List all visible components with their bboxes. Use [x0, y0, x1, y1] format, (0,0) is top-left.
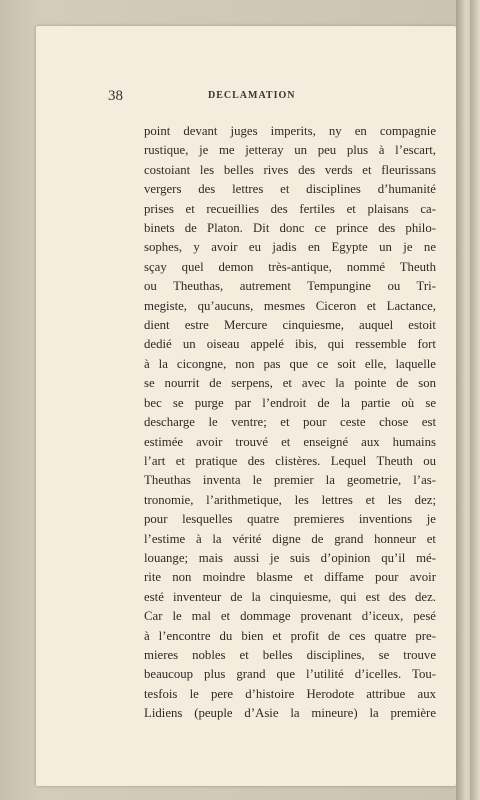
- page-header: [108, 88, 438, 106]
- text-line: ou Theuthas, autrement Tempungine ou Tri-: [144, 279, 436, 294]
- text-line: beaucoup plus grand que l’utilité d’icelles. Tou-: [144, 667, 436, 682]
- text-line: megiste, qu’aucuns, mesmes Ciceron et Lactance,: [144, 298, 436, 313]
- text-line: estimée avoir trouvé et enseigné aux humains: [144, 434, 436, 449]
- text-line: tronomie, l’arithmetique, les lettres et les dez;: [144, 492, 436, 507]
- text-line: l’estime à la vérité digne de grand honneur et: [144, 531, 436, 546]
- text-line: rustique, je me jetteray un peu plus à l’escart,: [144, 143, 436, 158]
- text-line: prises et recueillies des fertiles et plaisans ca-: [144, 201, 436, 216]
- text-line: bec se purge par l’endroit de la partie où se: [144, 395, 436, 410]
- text-line: Lidiens (peuple d’Asie la mineure) la première: [144, 706, 436, 721]
- book-spine: [470, 0, 480, 800]
- text-line: vergers des lettres et disciplines d’humanité: [144, 182, 436, 197]
- text-line: rite non moindre blasme et diffame pour avoir: [144, 570, 436, 585]
- text-line: à l’encontre du bien et profit de ces quatre pre-: [144, 628, 436, 643]
- page-edge: [456, 0, 480, 800]
- text-line: mieres nobles et belles disciplines, se trouve: [144, 647, 436, 662]
- page-number: 38: [108, 88, 123, 104]
- text-line: Car le mal et dommage provenant d’iceux, pesé: [144, 609, 436, 624]
- running-head: DECLAMATION: [208, 90, 296, 101]
- text-line: sçay quel demon très-antique, nommé Theuth: [144, 259, 436, 274]
- text-line: dedié un oiseau appelé ibis, qui ressemble fort: [144, 337, 436, 352]
- text-line: à la cicongne, non pas que ce soit elle, laquelle: [144, 356, 436, 371]
- text-line: tesfois le pere d’histoire Herodote attribue aux: [144, 686, 436, 701]
- text-line: point devant juges imperits, ny en compagnie: [144, 124, 436, 138]
- text-line: costoiant les belles rives des verds et fleurissans: [144, 162, 436, 177]
- text-line: dient estre Mercure cinquiesme, auquel estoit: [144, 318, 436, 333]
- text-line: descharge le ventre; et pour ceste chose est: [144, 415, 436, 430]
- text-line: se nourrit de serpens, et avec la pointe de son: [144, 376, 436, 391]
- text-line: sophes, y avoir eu jadis en Egypte un je ne: [144, 240, 436, 255]
- text-line: louange; mais aussi je suis d’opinion qu’il mé-: [144, 550, 436, 565]
- text-line: binets de Platon. Dit donc ce prince des philo-: [144, 221, 436, 236]
- text-line: Theuthas inventa le premier la geometrie, l’as-: [144, 473, 436, 488]
- text-line: l’art et pratique des clistères. Lequel Theuth ou: [144, 453, 436, 468]
- body-text: [144, 122, 436, 724]
- text-line: pour lesquelles quatre premieres inventions je: [144, 512, 436, 527]
- text-line: esté inventeur de la cinquiesme, qui est des dez.: [144, 589, 436, 604]
